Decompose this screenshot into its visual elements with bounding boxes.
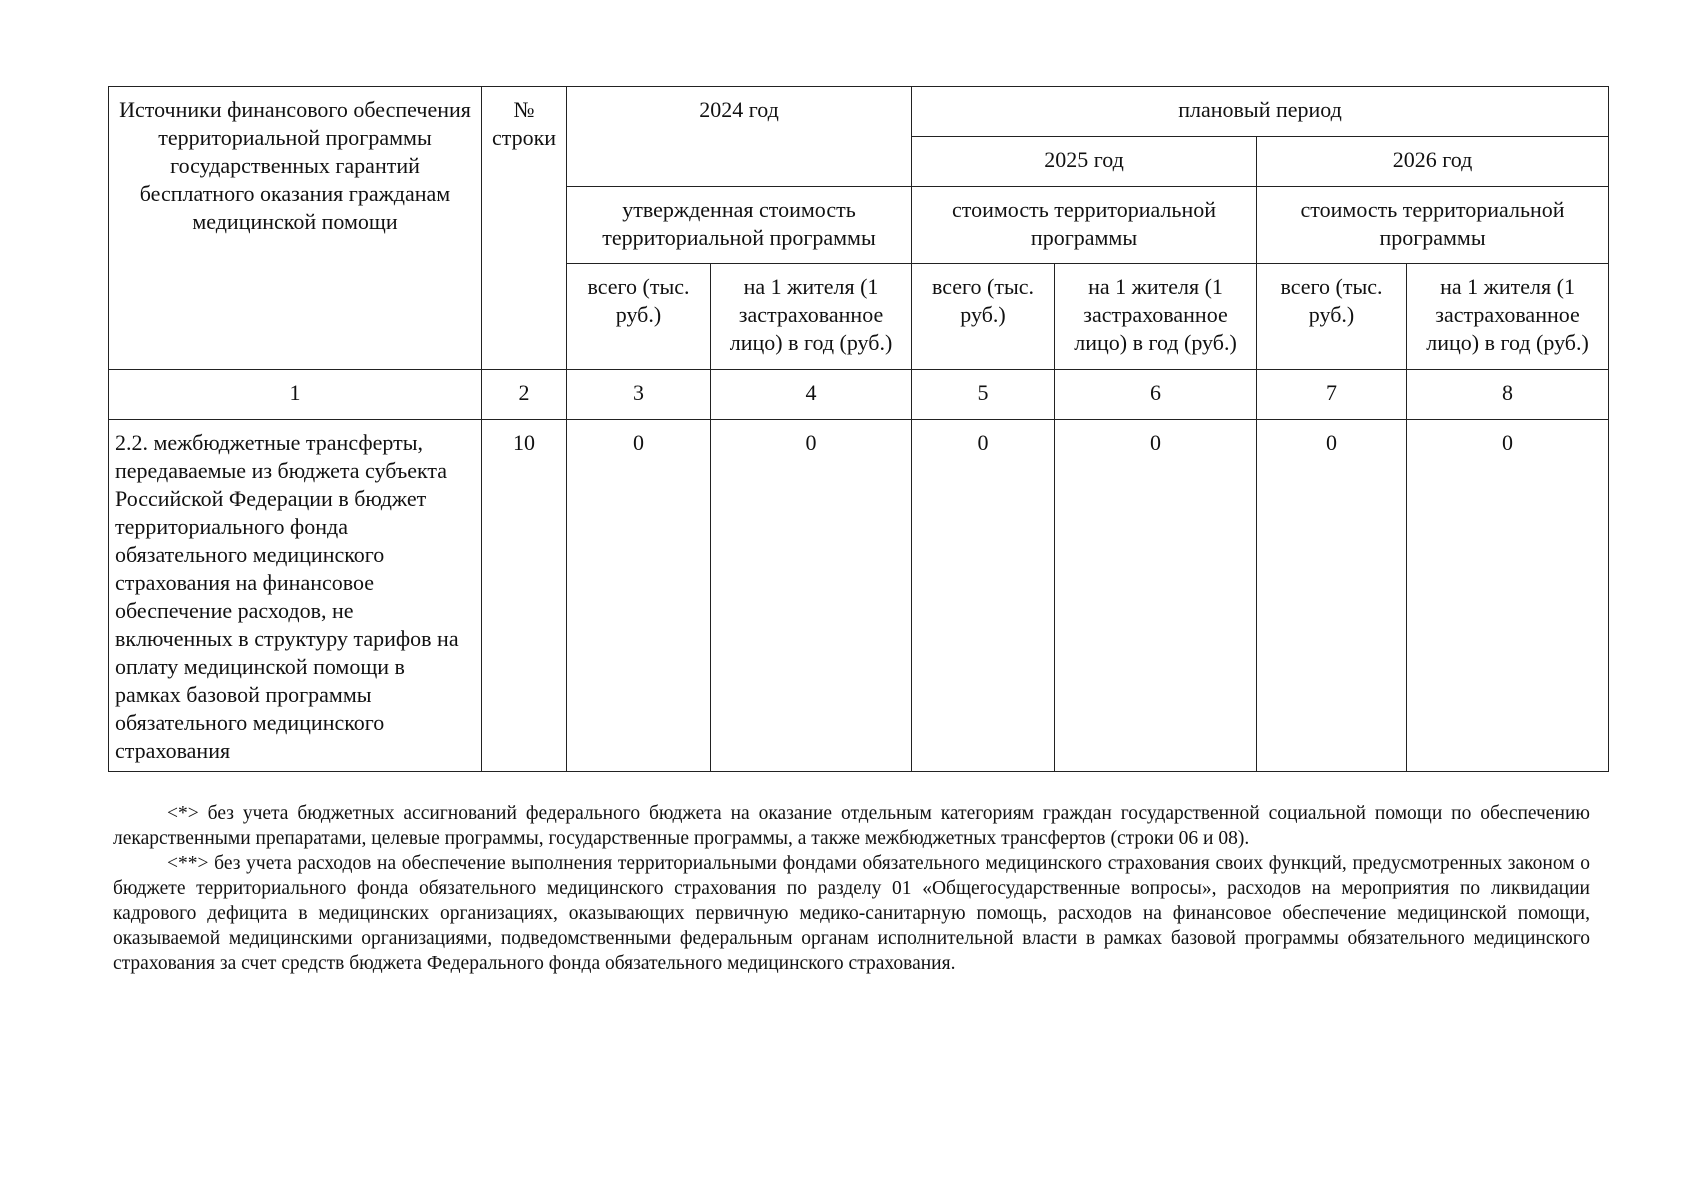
financing-table [108,86,1609,772]
column-number-row [109,370,1609,420]
column-number: 8 [1407,370,1609,420]
header-per-resident-2026: на 1 жителя (1 застрахованное лицо) в год (руб.) [1407,264,1609,370]
table-row [109,420,1609,772]
column-number: 6 [1055,370,1257,420]
column-number: 2 [482,370,567,420]
value-cell: 0 [912,420,1055,772]
value-cell: 0 [1055,420,1257,772]
footnote-1: <*> без учета бюджетных ассигнований федерального бюджета на оказание отдельным категориям граждан государственной социальной помощи по обеспечению лекарственными препаратами, целевые программы, государственные программы, а также межбюджетных трансфертов (строки 06 и 08). [113,803,1590,849]
value-cell: 0 [567,420,711,772]
header-row-1 [109,87,1609,137]
header-total-2024: всего (тыс. руб.) [567,264,711,370]
header-year-2024: 2024 год [567,87,912,187]
value-cell: 0 [1407,420,1609,772]
column-number: 5 [912,370,1055,420]
header-total-2025: всего (тыс. руб.) [912,264,1055,370]
header-sources: Источники финансового обеспечения территориальной программы государственных гарантий бесплатного оказания гражданам медицинской помощи [109,87,482,370]
header-year-2025: 2025 год [912,137,1257,187]
header-year-2026: 2026 год [1257,137,1609,187]
column-number: 7 [1257,370,1407,420]
header-approved-cost: утвержденная стоимость территориальной программы [567,187,912,264]
header-cost-2026: стоимость территориальной программы [1257,187,1609,264]
value-cell: 0 [711,420,912,772]
column-number: 1 [109,370,482,420]
footnotes [113,801,1590,976]
row-label: 2.2. межбюджетные трансферты, передаваемые из бюджета субъекта Российской Федерации в бюджет территориального фонда обязательного медицинского страхования на финансовое обеспечение расходов, не включенных в структуру тарифов на оплату медицинской помощи в рамках базовой программы обязательного медицинского страхования [109,420,482,772]
header-cost-2025: стоимость территориальной программы [912,187,1257,264]
column-number: 4 [711,370,912,420]
header-row-number: № строки [482,87,567,370]
header-planned-period: плановый период [912,87,1609,137]
row-number: 10 [482,420,567,772]
header-per-resident-2024: на 1 жителя (1 застрахованное лицо) в год (руб.) [711,264,912,370]
header-per-resident-2025: на 1 жителя (1 застрахованное лицо) в год (руб.) [1055,264,1257,370]
footnote-2: <**> без учета расходов на обеспечение выполнения территориальными фондами обязательного медицинского страхования своих функций, предусмотренных законом о бюджете территориального фонда обязательного медицинского страхования по разделу 01 «Общегосударственные вопросы», расходов на мероприятия по ликвидации кадрового дефицита в медицинских организациях, оказывающих первичную медико-санитарную помощь, расходов на финансовое обеспечение медицинской помощи, оказываемой медицинскими организациями, подведомственными федеральным органам исполнительной власти в рамках базовой программы обязательного медицинского страхования за счет средств бюджета Федерального фонда обязательного медицинского страхования. [113,853,1590,974]
column-number: 3 [567,370,711,420]
value-cell: 0 [1257,420,1407,772]
header-total-2026: всего (тыс. руб.) [1257,264,1407,370]
